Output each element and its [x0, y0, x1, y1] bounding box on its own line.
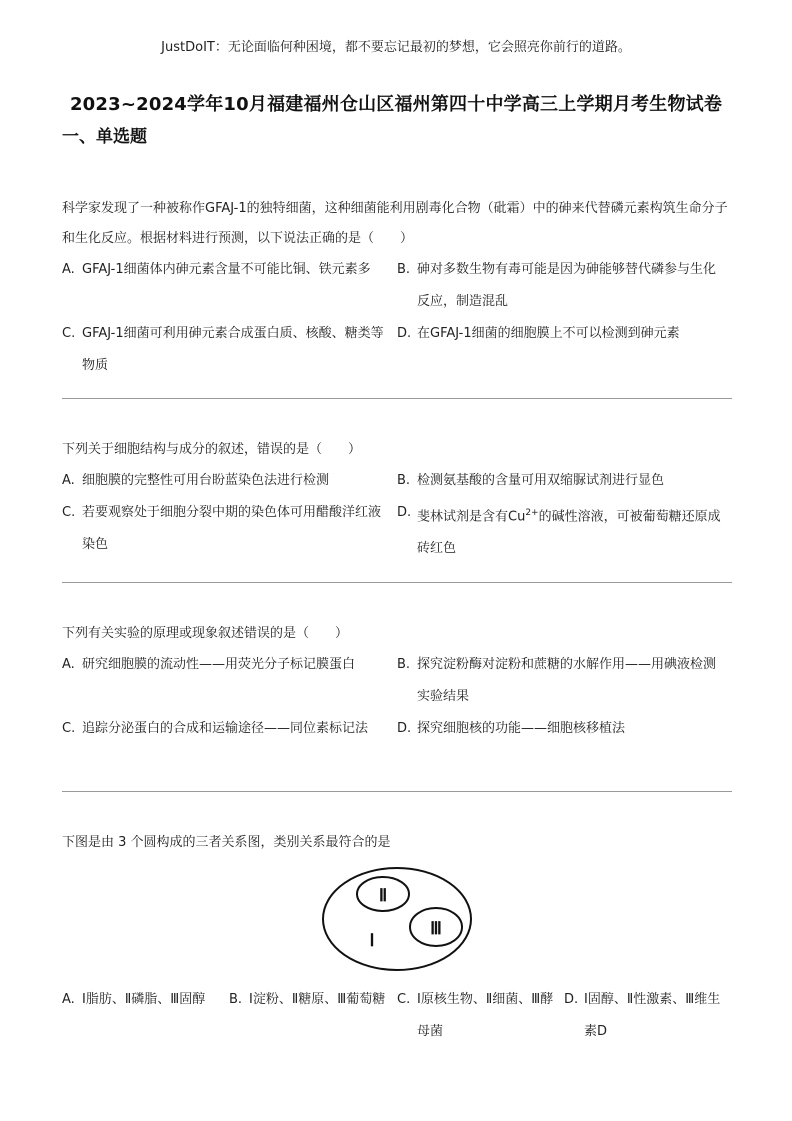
option-a[interactable]: [62, 984, 229, 1048]
page-motto: JustDoIT：无论面临何种困境，都不要忘记最初的梦想，它会照亮你前行的道路。: [161, 40, 631, 55]
option-text: 追踪分泌蛋白的合成和运输途径——同位素标记法: [82, 721, 369, 736]
option-text: 研究细胞膜的流动性——用荧光分子标记膜蛋白: [82, 657, 356, 672]
option-b[interactable]: [397, 254, 732, 318]
option-letter: B.: [397, 262, 411, 277]
option-letter: B.: [397, 657, 411, 672]
ion-charge: 2+: [525, 508, 539, 518]
option-letter: C.: [397, 992, 411, 1007]
option-text-part: 斐林试剂是含有Cu: [417, 509, 526, 525]
option-letter: B.: [397, 473, 411, 488]
option-letter: D.: [397, 505, 412, 520]
option-d[interactable]: [564, 984, 732, 1048]
question-divider: [62, 582, 732, 583]
option-letter: D.: [397, 721, 412, 736]
question-2: [62, 435, 732, 565]
question-1: [62, 194, 732, 382]
option-c[interactable]: [62, 497, 397, 565]
question-4: [62, 828, 732, 858]
question-divider: [62, 791, 732, 792]
option-text: 在GFAJ-1细菌的细胞膜上不可以检测到砷元素: [417, 326, 680, 341]
question-divider: [62, 398, 732, 399]
option-letter: C.: [62, 505, 76, 520]
option-text: GFAJ-1细菌可利用砷元素合成蛋白质、核酸、糖类等物质: [82, 326, 384, 373]
option-text: GFAJ-1细菌体内砷元素含量不可能比铜、铁元素多: [82, 262, 371, 277]
option-text-part: 的碱性溶液，可被葡萄糖还原成砖红色: [417, 509, 721, 557]
option-letter: A.: [62, 262, 75, 277]
option-text: 检测氨基酸的含量可用双缩脲试剂进行显色: [417, 473, 665, 488]
option-c[interactable]: [62, 318, 397, 382]
option-letter: A.: [62, 657, 75, 672]
option-text: [417, 497, 732, 565]
option-list: [62, 465, 732, 565]
option-d[interactable]: [397, 713, 732, 745]
outer-circle-i: [323, 868, 471, 970]
question-stem: 下列关于细胞结构与成分的叙述，错误的是（ ）: [62, 442, 362, 457]
option-b[interactable]: [397, 649, 732, 713]
option-text: 细胞膜的完整性可用台盼蓝染色法进行检测: [82, 473, 330, 488]
option-text: 探究细胞核的功能——细胞核移植法: [417, 721, 626, 736]
option-text: 砷对多数生物有毒可能是因为砷能够替代磷参与生化反应，制造混乱: [417, 262, 717, 309]
option-list: [62, 254, 732, 382]
question-4-options: [62, 984, 732, 1048]
option-letter: D.: [397, 326, 412, 341]
option-text: Ⅰ脂肪、Ⅱ磷脂、Ⅲ固醇: [82, 992, 206, 1007]
label-ii: Ⅱ: [378, 886, 388, 905]
question-stem: 科学家发现了一种被称作GFAJ-1的独特细菌，这种细菌能利用剧毒化合物（砒霜）中的砷来代替磷元素构筑生命分子和生化反应。根据材料进行预测，以下说法正确的是（ ）: [62, 201, 728, 246]
label-iii: Ⅲ: [430, 919, 442, 938]
option-letter: B.: [229, 992, 243, 1007]
option-list: [62, 984, 732, 1048]
question-stem: 下图是由 3 个圆构成的三者关系图，类别关系最符合的是: [62, 835, 391, 850]
option-letter: C.: [62, 326, 76, 341]
option-letter: D.: [564, 992, 579, 1007]
option-d[interactable]: [397, 497, 732, 565]
question-3: [62, 619, 732, 745]
section-heading: 一、单选题: [62, 127, 147, 147]
option-text: Ⅰ固醇、Ⅱ性激素、Ⅲ维生素D: [584, 992, 721, 1039]
option-text: 若要观察处于细胞分裂中期的染色体可用醋酸洋红液染色: [82, 505, 382, 552]
option-text: Ⅰ淀粉、Ⅱ糖原、Ⅲ葡萄糖: [249, 992, 386, 1007]
option-b[interactable]: [397, 465, 732, 497]
option-text: 探究淀粉酶对淀粉和蔗糖的水解作用——用碘液检测实验结果: [417, 657, 717, 704]
venn-diagram: [320, 865, 476, 973]
option-list: [62, 649, 732, 745]
option-letter: A.: [62, 473, 75, 488]
question-stem: 下列有关实验的原理或现象叙述错误的是（ ）: [62, 626, 349, 641]
option-c[interactable]: [62, 713, 397, 745]
option-a[interactable]: [62, 254, 397, 318]
option-c[interactable]: [397, 984, 564, 1048]
label-i: Ⅰ: [369, 931, 375, 950]
option-letter: A.: [62, 992, 75, 1007]
option-d[interactable]: [397, 318, 732, 382]
option-b[interactable]: [229, 984, 397, 1048]
option-a[interactable]: [62, 649, 397, 713]
option-a[interactable]: [62, 465, 397, 497]
option-text: Ⅰ原核生物、Ⅱ细菌、Ⅲ酵母菌: [417, 992, 554, 1039]
option-letter: C.: [62, 721, 76, 736]
exam-title: 2023~2024学年10月福建福州仓山区福州第四十中学高三上学期月考生物试卷: [69, 94, 723, 115]
